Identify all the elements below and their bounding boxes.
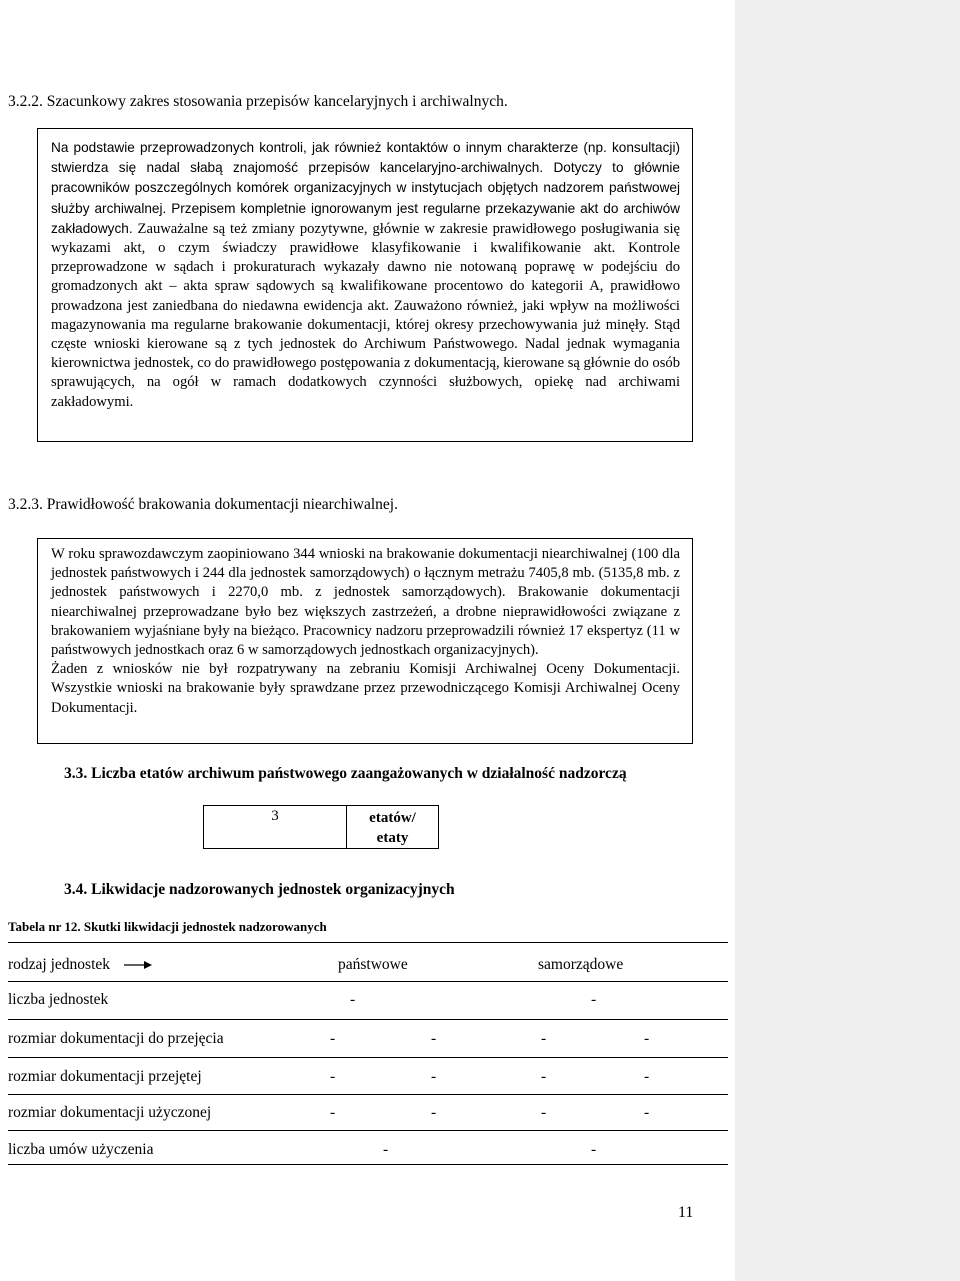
comment-margin-pane xyxy=(735,0,960,1281)
row-value: - xyxy=(644,1030,650,1047)
table-bottom-rule xyxy=(8,1164,728,1165)
paragraph-323-2: Żaden z wniosków nie był rozpatrywany na zebraniu Komisji Archiwalnej Oceny Dokumentacji. Wszystkie wnioski na brakowanie były sprawdzane przez przewodniczącego Komisji Archiwalnej Oceny Dokumentacji. xyxy=(51,661,680,716)
text-box-322 xyxy=(37,128,693,442)
table-caption: Tabela nr 12. Skutki likwidacji jednostek nadzorowanych xyxy=(8,919,327,934)
row-value: - xyxy=(591,991,597,1008)
row-label: rozmiar dokumentacji użyczonej xyxy=(8,1104,212,1121)
table-top-rule xyxy=(8,942,728,943)
header-label-cell xyxy=(8,956,152,974)
row-value: - xyxy=(431,1104,437,1121)
section-heading-322: 3.2.2. Szacunkowy zakres stosowania przepisów kancelaryjnych i archiwalnych. xyxy=(8,93,508,110)
paragraph-serif-2: Kontrole przeprowadzone w sądach i prokuraturach wykazały dawno nie notowaną poprawę w podejściu do gromadzonych akt – akta spraw sądowych są kwalifikowane procentowo do kategorii A, prawidłowo prowadzona jest zaniedbana do niedawna ewidencja akt. Zauważono również, jaki wpływ na możliwości magazynowania ma regularne brakowanie dokumentacji, której okresy przechowywania już minęły. Stąd częste wnioski kierowane są z tych jednostek do Archiwum Państwowego. Nadal jednak wymagania kierownictwa jednostek, co do prawidłowego postępowania z dokumentacją, kierowane są głównie do osób sprawujących, na ogół w ramach dodatkowych czynności służbowych, opiekę nad archiwami zakładowymi. xyxy=(51,240,680,410)
row-value: - xyxy=(330,1068,336,1085)
row-value: - xyxy=(383,1141,389,1158)
staff-count-table xyxy=(203,805,439,849)
row-value: - xyxy=(644,1104,650,1121)
table-rule xyxy=(8,1094,728,1095)
paragraph-sans: Na podstawie przeprowadzonych kontroli, jak również kontaktów o innym charakterze (np. konsultacji) stwierdza się nadal słabą znajomość przepisów kancelaryjno-archiwalnych. Dotyczy to głównie pracowników poszczególnych komórek organizacyjnych w instytucjach objętych nadzorem państwowej służby archiwalnej. Przepisem kompletnie ignorowanym jest regularne przekazywanie akt do archiwów zakładowych. xyxy=(51,140,680,236)
row-value: - xyxy=(330,1104,336,1121)
row-value: - xyxy=(350,991,356,1008)
table-row xyxy=(8,1102,728,1128)
row-label: rozmiar dokumentacji przejętej xyxy=(8,1068,202,1085)
row-value: - xyxy=(541,1104,547,1121)
row-value: - xyxy=(431,1030,437,1047)
table-rule xyxy=(8,1019,728,1020)
staff-unit-line1: etatów/ xyxy=(369,810,416,826)
row-value: - xyxy=(591,1141,597,1158)
paragraph-serif-1: Zauważalne są też zmiany pozytywne, głównie w zakresie prawidłowego posługiwania się wykazami akt, o czym świadczy prawidłowe klasyfikowanie i kwalifikowanie akt. xyxy=(51,220,680,257)
staff-unit-cell xyxy=(347,806,439,849)
header-state: państwowe xyxy=(338,956,408,973)
table-row xyxy=(8,989,728,1015)
table-rule xyxy=(8,981,728,982)
header-label: rodzaj jednostek xyxy=(8,956,111,973)
arrow-right-icon xyxy=(124,956,152,974)
table-header-row xyxy=(8,954,728,980)
text-box-323 xyxy=(37,538,693,744)
table-rule xyxy=(8,1130,728,1131)
row-label: liczba umów użyczenia xyxy=(8,1141,154,1158)
paragraph-323-1: W roku sprawozdawczym zaopiniowano 344 wnioski na brakowanie dokumentacji niearchiwalnej (100 dla jednostek państwowych i 244 dla jednostek samorządowych) o łącznym metrażu 7405,8 mb. (5135,8 mb. z jednostek państwowych i 2270,0 mb. z jednostek samorządowych). Brakowanie dokumentacji niearchiwalnej przeprowadzane było bez większych zastrzeżeń, a drobne nieprawidłowości związane z brakowaniem wyjaśniane były na bieżąco. Pracownicy nadzoru przeprowadzili również 17 ekspertyz (11 w państwowych jednostkach oraz 6 w samorządowych jednostkach organizacyjnych). xyxy=(51,546,680,659)
section-heading-34: 3.4. Likwidacje nadzorowanych jednostek organizacyjnych xyxy=(64,881,455,898)
table-row xyxy=(8,1028,728,1054)
row-value: - xyxy=(330,1030,336,1047)
row-label: liczba jednostek xyxy=(8,991,109,1008)
table-rule xyxy=(8,1057,728,1058)
table-row xyxy=(8,1066,728,1092)
staff-unit-line2: etaty xyxy=(376,830,409,846)
row-value: - xyxy=(644,1068,650,1085)
row-value: - xyxy=(541,1030,547,1047)
section-heading-33: 3.3. Liczba etatów archiwum państwowego zaangażowanych w działalność nadzorczą xyxy=(64,765,627,782)
row-value: - xyxy=(431,1068,437,1085)
section-heading-323: 3.2.3. Prawidłowość brakowania dokumentacji niearchiwalnej. xyxy=(8,496,398,513)
page-number: 11 xyxy=(678,1204,694,1221)
row-label: rozmiar dokumentacji do przejęcia xyxy=(8,1030,224,1047)
header-local: samorządowe xyxy=(538,956,624,973)
table-row xyxy=(8,1139,728,1165)
row-value: - xyxy=(541,1068,547,1085)
staff-count-cell: 3 xyxy=(204,806,347,849)
